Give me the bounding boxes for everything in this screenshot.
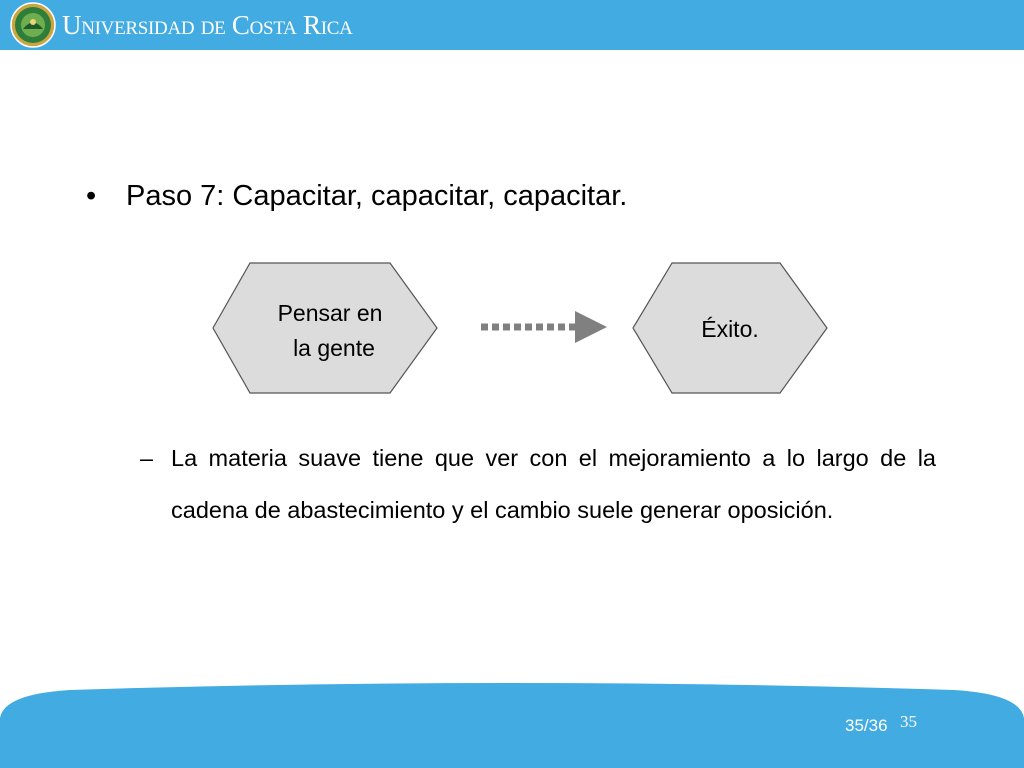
hexagon-right-label: Éxito.	[701, 316, 759, 342]
sub-bullet-marker: –	[140, 445, 154, 471]
sub-bullet-text: La materia suave tiene que ver con el mejoramiento a lo largo de la cadena de abastecimiento y el cambio suele generar oposición.	[171, 445, 936, 523]
main-bullet	[86, 180, 627, 213]
bullet-marker: •	[86, 180, 97, 212]
hexagon-left-line2: la gente	[293, 335, 375, 361]
university-name: Universidad de Costa Rica	[62, 9, 353, 40]
hexagon-left	[213, 263, 437, 393]
hexagon-left-line1: Pensar en	[277, 300, 383, 326]
bullet-text: Paso 7: Capacitar, capacitar, capacitar.	[126, 180, 628, 212]
sub-bullet	[140, 432, 936, 536]
process-diagram	[205, 255, 835, 400]
dotted-arrow-right-icon	[481, 311, 607, 343]
page-counter: 35/36	[845, 716, 888, 735]
slide-number: 35	[900, 712, 917, 731]
header-bar	[0, 0, 1024, 50]
ucr-seal-icon	[10, 2, 56, 48]
